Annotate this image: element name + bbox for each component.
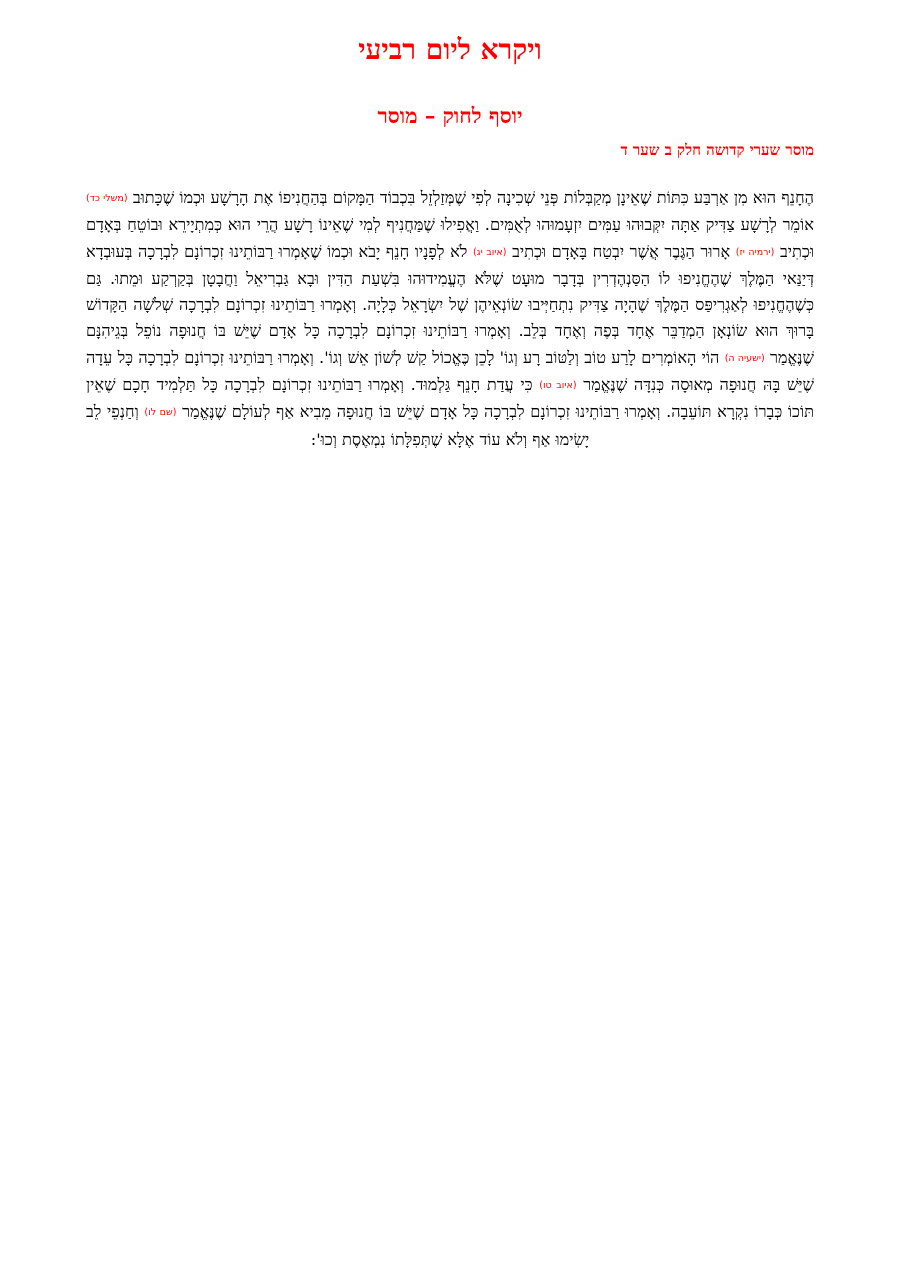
text-segment: וְחַנְפֵי לֵב יָשִׂימוּ אַף וְלֹא עוֹד אֶלָּא שֶׁתְּפִלָּתוֹ נִמְאֶסֶת וְכוּ': — [86, 402, 590, 449]
body-paragraph — [86, 185, 814, 453]
verse-reference: (ישעיה ה) — [724, 352, 765, 364]
page-title: ויקרא ליום רביעי — [358, 33, 542, 66]
verse-reference: (איוב טו) — [539, 380, 577, 392]
verse-reference: (איוב יג) — [472, 246, 507, 258]
text-segment: לֹא לְפָנָיו חָנֵף יָבֹא וּכְמוֹ שֶׁאָמְרוּ רַבּוֹתֵינוּ זִכְרוֹנָם לִבְרָכָה בְּעוּבְדָא דְּיַנַּאי הַמֶּלֶךְ שֶׁהֶחֱנִיפוּ לוֹ הַסַּנְהֶדְרִין בְּדָבָר מוּעָט שֶׁלֹּא הֶעֱמִידוּהוּ בִּשְׁעַת הַדִּין וּבָא גַּבְרִיאֵל וַחֲבָטָן בְּקַרְקַע וּמֵתוּ. גַּם כְּשֶׁהֶחֱנִיפוּ לְאַגְרִיפַּס הַמֶּלֶךְ שֶׁהָיָה צַדִּיק נִתְחַיְּיבוּ שׂוֹנְאֵיהֶן שֶׁל יִשְׂרָאֵל כְּלָיָה. וְאָמְרוּ רַבּוֹתֵינוּ זִכְרוֹנָם לִבְרָכָה שְׁלֹשָׁה הַקָּדוֹשׁ בָּרוּךְ הוּא שׂוֹנְאָן הַמְדַבֵּר אֶחָד בְּפֶה וְאֶחָד בְּלֵב. וְאָמְרוּ רַבּוֹתֵינוּ זִכְרוֹנָם לִבְרָכָה כָּל אָדָם שֶׁיֵּשׁ בּוֹ חֲנוּפָה נוֹפֵל בְּגֵיהִנָּם שֶׁנֶּאֱמַר — [86, 241, 814, 367]
verse-reference: (משלי כד) — [86, 193, 128, 204]
text-segment: הוֹי הָאוֹמְרִים לָרַע טוֹב וְלַטּוֹב רָע וְגוֹ' לָכֵן כֶּאֱכוֹל קַשׁ לְשׁוֹן אֵשׁ וְגוֹ'. וְאָמְרוּ רַבּוֹתֵינוּ זִכְרוֹנָם לִבְרָכָה כָּל עֵדָה שֶׁיֵּשׁ בָּהּ חֲנוּפָה מְאוּסָה כְּנִדָּה שֶׁנֶּאֱמַר — [86, 347, 814, 395]
text-segment: הֶחָנֵף הוּא מִן אַרְבַּע כִּתּוֹת שֶׁאֵינָן מְקַבְּלוֹת פְּנֵי שְׁכִינָה לְפִי שֶׁמְּזַלְזֵל בִּכְבוֹד הַמָּקוֹם בְּהַחֲנִיפוֹ אֶת הָרָשָׁע וּכְמוֹ שֶׁכָּתוּב — [132, 188, 814, 207]
text-segment: אָרוּר הַגֶּבֶר אֲשֶׁר יִבְטַח בָּאָדָם וּכְתִיב — [512, 241, 731, 261]
text-segment: כִּי עֲדַת חָנֵף גַּלְמוּד. וְאָמְרוּ רַבּוֹתֵינוּ זִכְרוֹנָם לִבְרָכָה כָּל תַּלְמִיד חָכָם שֶׁאֵין תּוֹכוֹ כְּבָרוֹ נִקְרָא תּוֹעֵבָה. וְאָמְרוּ רַבּוֹתֵינוּ זִכְרוֹנָם לִבְרָכָה כָּל אָדָם שֶׁיֵּשׁ בּוֹ חֲנוּפָה מֵבִיא אַף לְעוֹלָם שֶׁנֶּאֱמַר — [86, 375, 814, 422]
source-reference: מוסר שערי קדושה חלק ב שער ד — [620, 141, 814, 159]
section-subtitle: יוסף לחוק – מוסר — [377, 103, 523, 128]
text-segment: אוֹמֵר לְרָשָׁע צַדִּיק אַתָּה יִקְּבוּהוּ עַמִּים יִזְעָמוּהוּ לְאֻמִּים. וַאֲפִילוּ שֶׁמַּחֲנִיף לְמִי שֶׁאֵינוֹ רָשָׁע הֲרֵי הוּא כְּמִתְיָירֵא וּבוֹטֵחַ בְּאָדָם וּכְתִיב — [86, 215, 814, 261]
verse-reference: (שם לו) — [144, 407, 177, 419]
verse-reference: (ירמיה יז) — [735, 246, 775, 258]
